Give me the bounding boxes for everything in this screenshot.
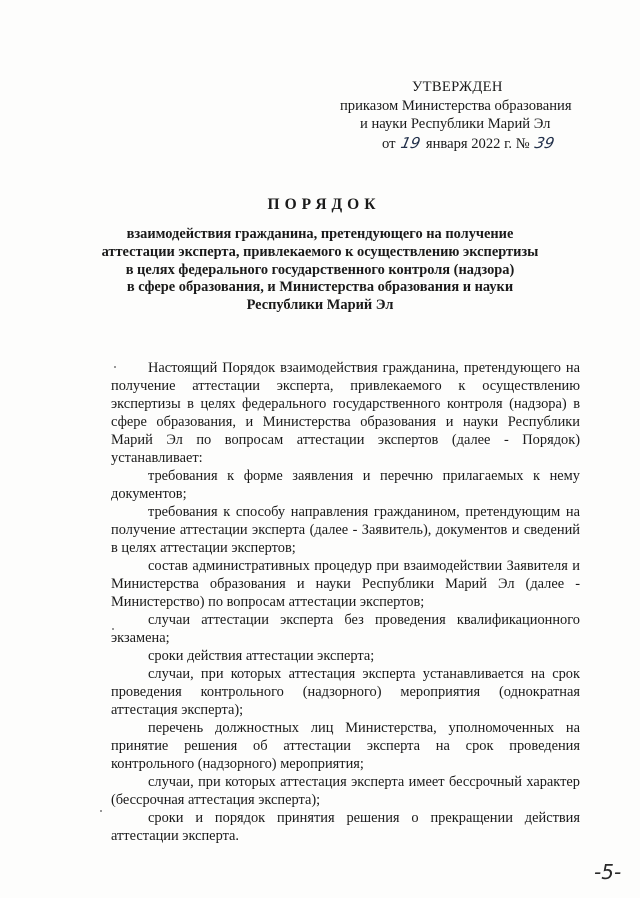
approval-line-order: приказом Министерства образования — [340, 97, 572, 114]
scan-speck — [112, 628, 114, 630]
document-title: ПОРЯДОК — [267, 196, 381, 213]
body-paragraph: сроки и порядок принятия решения о прекращении действия аттестации эксперта. — [111, 810, 580, 844]
approval-block — [300, 78, 590, 153]
subtitle-line: Республики Марий Эл — [246, 297, 394, 314]
body-paragraph: случаи, при которых аттестация эксперта имеет бессрочный характер (бессрочная аттестация эксперта); — [111, 774, 580, 808]
document-subtitle — [100, 226, 540, 315]
approval-day-handwritten: 19 — [399, 133, 423, 152]
body-paragraph: перечень должностных лиц Министерства, уполномоченных на принятие решения об аттестации эксперта на срок проведения контрольного (надзорного) мероприятия; — [111, 720, 580, 772]
approval-date-rest: января 2022 г. № — [425, 135, 530, 152]
subtitle-line: аттестации эксперта, привлекаемого к осуществлению экспертизы — [101, 243, 539, 260]
approval-line-date — [300, 134, 590, 154]
body-paragraph: случаи, при которых аттестация эксперта устанавливается на срок проведения контрольного (надзорного) мероприятия (однократная аттестация эксперта); — [111, 666, 580, 718]
approval-number-handwritten: 39 — [533, 133, 557, 152]
body-paragraph: требования к форме заявления и перечню прилагаемых к нему документов; — [111, 468, 580, 502]
subtitle-line: в сфере образования, и Министерства образования и науки — [126, 279, 514, 296]
body-paragraph: сроки действия аттестации эксперта; — [148, 648, 375, 664]
approval-date-prefix: от — [382, 135, 396, 152]
body-paragraph-intro: Настоящий Порядок взаимодействия гражданина, претендующего на получение аттестации эксперта, привлекаемого к осуществлению экспертизы в целях федерального государственного контроля (надзора) в сфере образования, и Министерства образования и науки Республики Марий Эл по вопросам аттестации экспертов (далее - Порядок) устанавливает: — [111, 360, 580, 466]
approval-title: УТВЕРЖДЕН — [412, 79, 503, 95]
body-paragraph: случаи аттестации эксперта без проведения квалификационного экзамена; — [111, 612, 580, 646]
body-paragraph: требования к способу направления гражданином, претендующим на получение аттестации эксперта (далее - Заявитель), документов и сведений в целях аттестации экспертов; — [111, 504, 580, 556]
document-body — [111, 359, 580, 845]
subtitle-line: в целях федерального государственного контроля (надзора) — [125, 261, 515, 278]
scan-speck — [114, 366, 116, 368]
approval-line-ministry: и науки Республики Марий Эл — [360, 116, 551, 132]
subtitle-line: взаимодействия гражданина, претендующего на получение — [126, 226, 514, 242]
body-paragraph: состав административных процедур при взаимодействии Заявителя и Министерства образования и науки Республики Марий Эл (далее - Министерство) по вопросам аттестации экспертов; — [111, 558, 580, 610]
scan-speck — [100, 810, 102, 812]
page-number-handwritten: -5- — [594, 860, 622, 884]
